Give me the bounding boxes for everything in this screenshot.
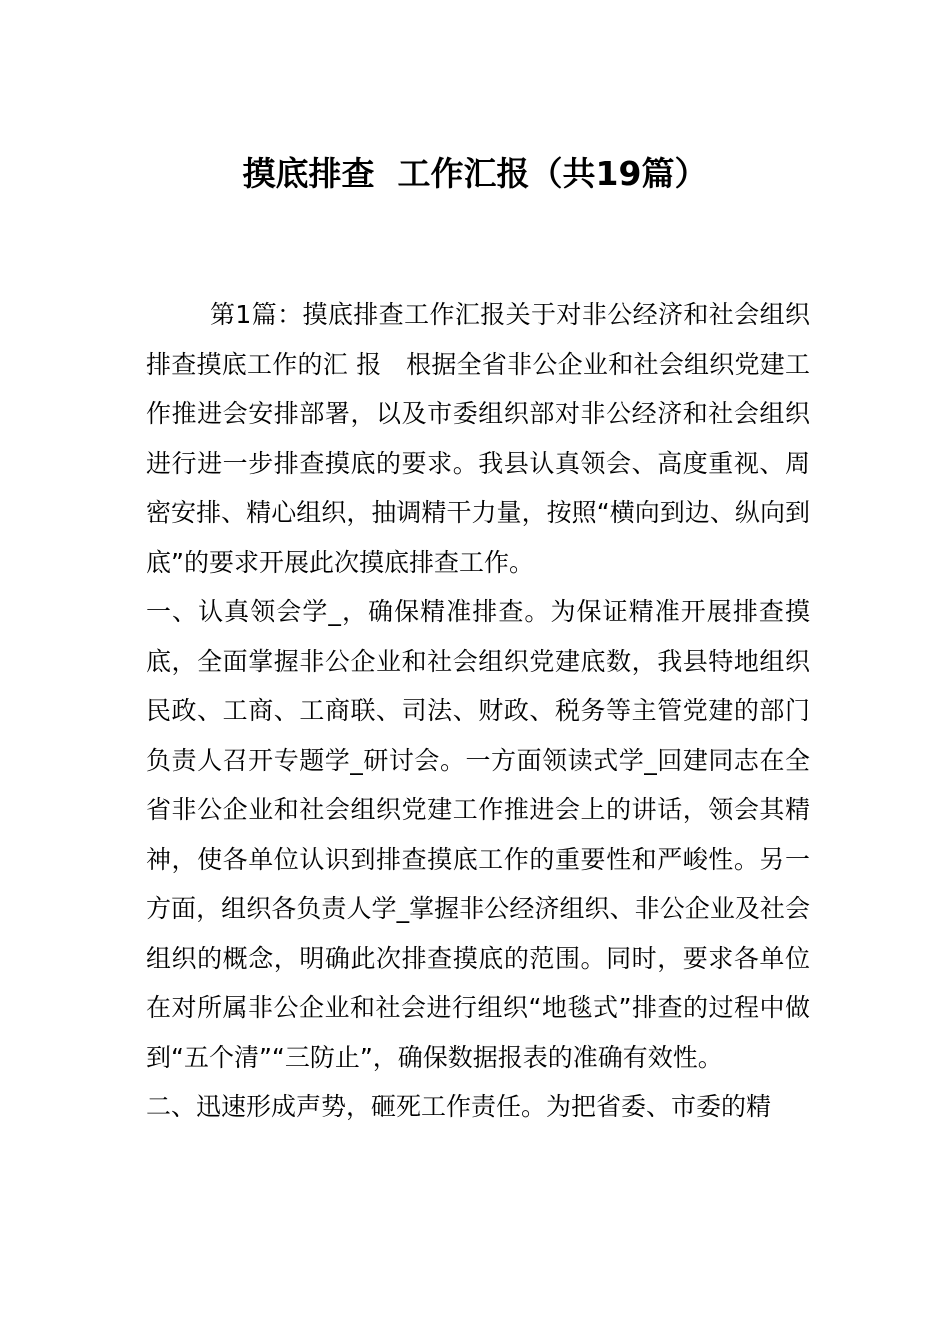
document-body — [146, 290, 810, 1132]
paragraph-2: 一、认真领会学_，确保精准排查。为保证精准开展排查摸底，全面掌握非公企业和社会组织党建底数，我县特地组织民政、工商、工商联、司法、财政、税务等主管党建的部门负责人召开专题学_研讨会。一方面领读式学_回建同志在全省非公企业和社会组织党建工作推进会上的讲话，领会其精神，使各单位认识到排查摸底工作的重要性和严峻性。另一方面，组织各负责人学_掌握非公经济组织、非公企业及社会组织的概念，明确此次排查摸底的范围。同时，要求各单位在对所属非公企业和社会进行组织“地毯式”排查的过程中做到“五个清”“三防止”，确保数据报表的准确有效性。 — [146, 597, 810, 1072]
paragraph-3: 二、迅速形成声势，砸死工作责任。为把省委、市委的精 — [146, 1092, 772, 1121]
document-title: 摸底排查 工作汇报（共19篇） — [242, 154, 708, 193]
paragraph-1: 第1篇：摸底排查工作汇报关于对非公经济和社会组织排查摸底工作的汇 报 根据全省非公企业和社会组织党建工作推进会安排部署，以及市委组织部对非公经济和社会组织进行进一步排查摸底的要求。我县认真领会、高度重视、周密安排、精心组织，抽调精干力量，按照“横向到边、纵向到底”的要求开展此次摸底排查工作。 — [146, 300, 810, 577]
